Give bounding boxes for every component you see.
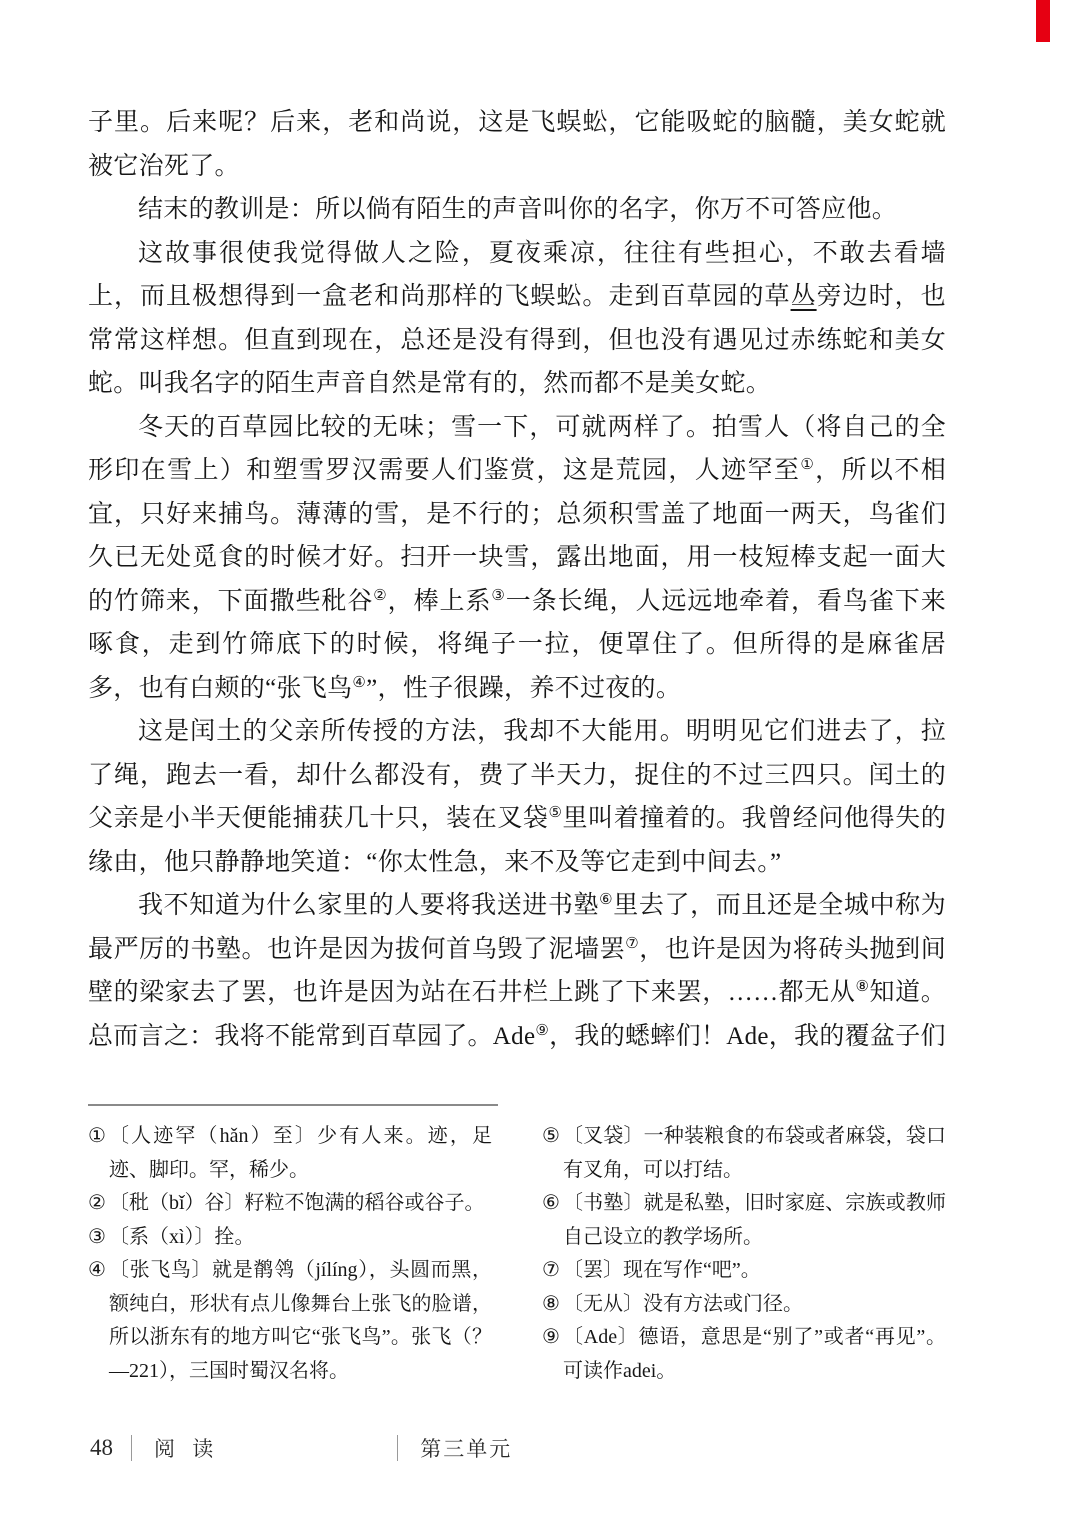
footnotes-left-column <box>88 1120 492 1388</box>
footnotes <box>88 1120 946 1388</box>
footnote-ref: ③ <box>491 587 506 604</box>
footnote-ref: ⑦ <box>625 935 640 952</box>
footnote-item <box>542 1254 946 1288</box>
footnote-item <box>542 1321 946 1388</box>
footnote-marker: ⑥ <box>542 1192 560 1214</box>
footnote-item <box>88 1254 492 1388</box>
footnote-text: 〔系（xì）〕拴。 <box>109 1225 255 1248</box>
unit-color-tab <box>1036 0 1050 42</box>
footnote-text: 〔秕（bǐ）谷〕籽粒不饱满的稻谷或谷子。 <box>109 1192 485 1214</box>
paragraph: 我不知道为什么家里的人要将我送进书塾⑥里去了，而且还是全城中称为最严厉的书塾。也许是因为拔何首乌毁了泥墙罢⑦，也许是因为将砖头抛到间壁的梁家去了罢，也许是因为站在石井栏上跳了下来罢，……都无从⑧知道。总而言之：我将不能常到百草园了。Ade⑨，我的蟋蟀们！Ade，我的覆盆子们 <box>88 892 946 1050</box>
footnote-ref: ② <box>373 587 388 604</box>
footnote-text: 〔书塾〕就是私塾，旧时家庭、宗族或教师自己设立的教学场所。 <box>563 1192 946 1248</box>
footnote-item <box>542 1120 946 1187</box>
body-text <box>88 101 946 1058</box>
paragraph: 这故事很使我觉得做人之险，夏夜乘凉，往往有些担心，不敢去看墙上，而且极想得到一盒老和尚那样的飞蜈蚣。走到百草园的草丛旁边时，也常常这样想。但直到现在，总还是没有得到，但也没有遇见过赤练蛇和美女蛇。叫我名字的陌生声音自然是常有的，然而都不是美女蛇。 <box>88 239 946 397</box>
footnote-ref: ① <box>800 457 816 473</box>
footnote-ref: ⑥ <box>599 892 614 908</box>
footnote-marker: ⑨ <box>542 1326 560 1348</box>
footnote-item <box>88 1187 492 1221</box>
footnote-ref: ⑤ <box>548 805 563 821</box>
footnote-item <box>542 1288 946 1322</box>
footnote-item <box>88 1120 492 1187</box>
section-label: 阅 读 <box>154 1437 220 1461</box>
footer-divider-2 <box>397 1435 398 1461</box>
underlined-word: 丛 <box>790 283 817 310</box>
footnote-ref: ④ <box>352 674 367 691</box>
paragraph: 冬天的百草园比较的无味；雪一下，可就两样了。拍雪人（将自己的全形印在雪上）和塑雪罗汉需要人们鉴赏，这是荒园，人迹罕至①，所以不相宜，只好来捕鸟。薄薄的雪，是不行的；总须积雪盖了地面一两天，鸟雀们久已无处觅食的时候才好。扫开一块雪，露出地面，用一枝短棒支起一面大的竹筛来，下面撒些秕谷②，棒上系③一条长绳，人远远地牵着，看鸟雀下来啄食，走到竹筛底下的时候，将绳子一拉，便罩住了。但所得的是麻雀居多，也有白颊的“张飞鸟④”，性子很躁，养不过夜的。 <box>88 413 947 702</box>
footnote-marker: ⑧ <box>542 1292 560 1315</box>
footnote-ref: ⑧ <box>855 979 870 995</box>
footnote-marker: ④ <box>88 1259 106 1281</box>
footer-divider-1 <box>131 1435 132 1461</box>
footnote-text: 〔叉袋〕一种装粮食的布袋或者麻袋，袋口有叉角，可以打结。 <box>563 1125 946 1181</box>
footnote-item <box>542 1187 946 1254</box>
footnote-marker: ① <box>88 1125 106 1147</box>
footnote-text: 〔罢〕现在写作“吧”。 <box>563 1259 761 1281</box>
footnote-marker: ⑦ <box>542 1259 560 1281</box>
page-footer <box>90 1433 512 1463</box>
footnote-text: 〔张飞鸟〕就是鹡鸰（jílíng），头圆而黑，额纯白，形状有点儿像舞台上张飞的脸谱，所以浙东有的地方叫它“张飞鸟”。张飞（？—221），三国时蜀汉名将。 <box>109 1259 492 1382</box>
footnote-text: 〔Ade〕德语，意思是“别了”或者“再见”。可读作adei。 <box>563 1326 946 1382</box>
page-number: 48 <box>90 1435 113 1460</box>
paragraph: 这是闰土的父亲所传授的方法，我却不大能用。明明见它们进去了，拉了绳，跑去一看，却什么都没有，费了半天力，捉住的不过三四只。闰土的父亲是小半天便能捕获几十只，装在叉袋⑤里叫着撞着的。我曾经问他得失的缘由，他只静静地笑道：“你太性急，来不及等它走到中间去。” <box>88 718 946 876</box>
footnote-marker: ② <box>88 1192 106 1214</box>
paragraph: 结末的教训是：所以倘有陌生的声音叫你的名字，你万不可答应他。 <box>138 196 898 223</box>
footnote-item <box>88 1221 492 1255</box>
footnote-divider <box>88 1104 498 1106</box>
footnote-ref: ⑨ <box>535 1022 550 1039</box>
footnotes-right-column <box>542 1120 946 1388</box>
footnote-marker: ③ <box>88 1225 106 1248</box>
footnote-text: 〔人迹罕（hǎn）至〕少有人来。迹，足迹、脚印。罕，稀少。 <box>109 1125 492 1181</box>
paragraph: 子里。后来呢？后来，老和尚说，这是飞蜈蚣，它能吸蛇的脑髓，美女蛇就被它治死了。 <box>88 109 946 180</box>
footnote-text: 〔无从〕没有方法或门径。 <box>563 1292 803 1315</box>
unit-label: 第三单元 <box>420 1437 513 1461</box>
footnote-marker: ⑤ <box>542 1125 560 1147</box>
